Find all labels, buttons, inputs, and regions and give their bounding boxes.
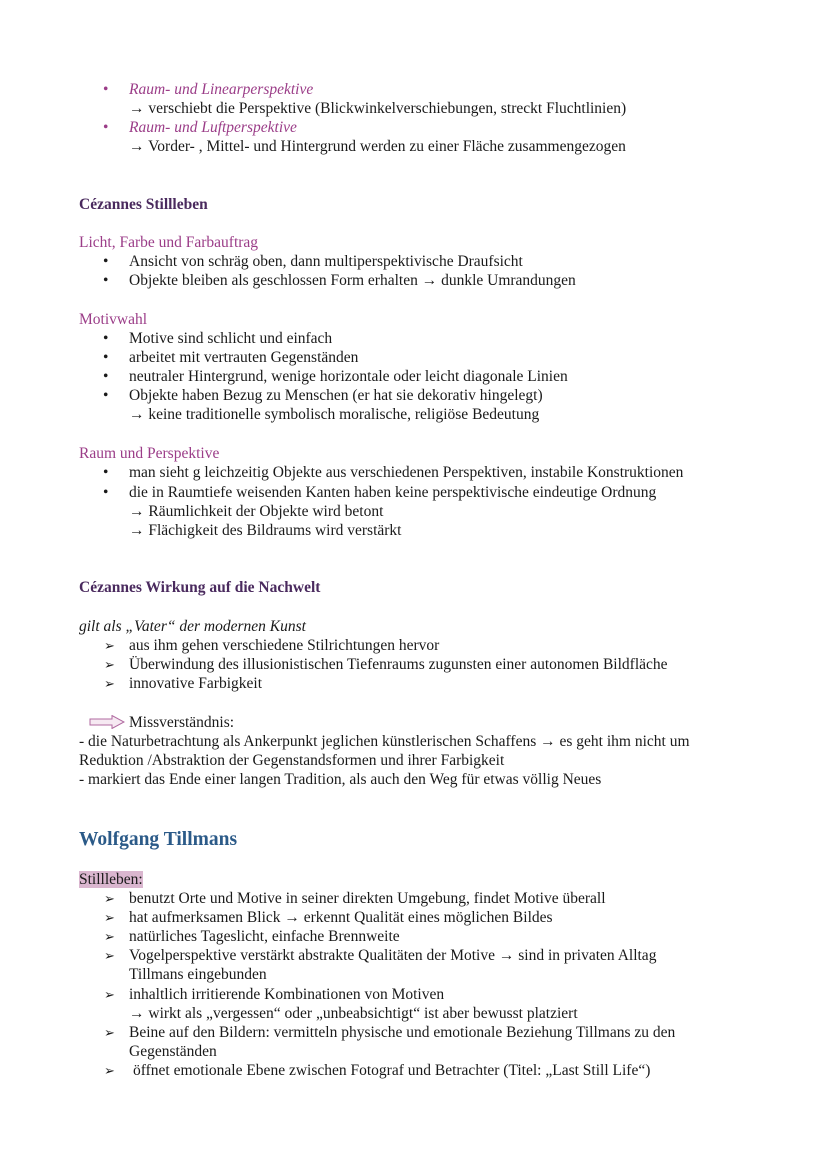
bullet-icon: • <box>103 368 109 385</box>
arrow-bullet-icon: ➢ <box>104 929 115 944</box>
arrow-bullet-icon: ➢ <box>104 676 115 691</box>
list-item: benutzt Orte und Motive in seiner direkten Umgebung, findet Motive überall <box>129 890 606 907</box>
list-item: neutraler Hintergrund, wenige horizontale oder leicht diagonale Linien <box>129 368 568 385</box>
perspective-item-title: Raum- und Linearperspektive <box>129 81 314 98</box>
list-item: arbeitet mit vertrauten Gegenständen <box>129 349 359 366</box>
list-item: die in Raumtiefe weisenden Kanten haben keine perspektivische eindeutige Ordnung <box>129 484 657 501</box>
perspective-item-title: Raum- und Luftperspektive <box>129 119 297 136</box>
bullet-icon: • <box>103 330 109 347</box>
fat-arrow-icon <box>89 715 125 729</box>
list-subitem: → Räumlichkeit der Objekte wird betont <box>129 503 384 520</box>
list-subitem: → wirkt als „vergessen“ oder „unbeabsichtigt“ ist aber bewusst platziert <box>129 1005 578 1022</box>
list-item: Vogelperspektive verstärkt abstrakte Qualitäten der Motive → sind in privaten Alltag <box>129 947 657 964</box>
list-item-continuation: Gegenständen <box>129 1043 217 1060</box>
list-item: öffnet emotionale Ebene zwischen Fotograf und Betrachter (Titel: „Last Still Life“) <box>133 1062 651 1079</box>
arrow-bullet-icon: ➢ <box>104 638 115 653</box>
arrow-bullet-icon: ➢ <box>104 891 115 906</box>
list-item: man sieht g leichzeitig Objekte aus verschiedenen Perspektiven, instabile Konstruktionen <box>129 464 684 481</box>
arrow-bullet-icon: ➢ <box>104 910 115 925</box>
bullet-icon: • <box>103 81 109 98</box>
list-item: inhaltlich irritierende Kombinationen von Motiven <box>129 986 445 1003</box>
list-item: Objekte bleiben als geschlossen Form erhalten → dunkle Umrandungen <box>129 272 576 289</box>
text-line: Reduktion /Abstraktion der Gegenstandsformen und ihrer Farbigkeit <box>79 752 505 769</box>
arrow-bullet-icon: ➢ <box>104 987 115 1002</box>
page-title: Wolfgang Tillmans <box>79 829 238 850</box>
list-subitem: → keine traditionelle symbolisch moralische, religiöse Bedeutung <box>129 406 540 423</box>
intro-line: gilt als „Vater“ der modernen Kunst <box>79 618 306 635</box>
subsection-title: Licht, Farbe und Farbauftrag <box>79 234 259 251</box>
list-subitem: → Flächigkeit des Bildraums wird verstärkt <box>129 522 402 539</box>
arrow-bullet-icon: ➢ <box>104 948 115 963</box>
arrow-bullet-icon: ➢ <box>104 657 115 672</box>
list-item: Beine auf den Bildern: vermitteln physische und emotionale Beziehung Tillmans zu den <box>129 1024 676 1041</box>
text-line: - markiert das Ende einer langen Tradition, als auch den Weg für etwas völlig Neues <box>79 771 602 788</box>
highlighted-label: Stillleben: <box>79 871 143 888</box>
list-item: Objekte haben Bezug zu Menschen (er hat sie dekorativ hingelegt) <box>129 387 543 404</box>
subsection-title: Motivwahl <box>79 311 148 328</box>
list-item: aus ihm gehen verschiedene Stilrichtungen hervor <box>129 637 440 654</box>
list-item-continuation: Tillmans eingebunden <box>129 966 267 983</box>
bullet-icon: • <box>103 272 109 289</box>
section-heading: Cézannes Wirkung auf die Nachwelt <box>79 579 321 596</box>
list-item: Motive sind schlicht und einfach <box>129 330 333 347</box>
list-item: hat aufmerksamen Blick → erkennt Qualität eines möglichen Bildes <box>129 909 553 926</box>
list-item: natürliches Tageslicht, einfache Brennweite <box>129 928 400 945</box>
bullet-icon: • <box>103 253 109 270</box>
list-item: Ansicht von schräg oben, dann multiperspektivische Draufsicht <box>129 253 523 270</box>
perspective-item-detail: → verschiebt die Perspektive (Blickwinkelverschiebungen, streckt Fluchtlinien) <box>129 100 627 117</box>
bullet-icon: • <box>103 387 109 404</box>
subsection-title: Raum und Perspektive <box>79 445 220 462</box>
list-item: innovative Farbigkeit <box>129 675 263 692</box>
sub-heading <box>79 870 143 889</box>
bullet-icon: • <box>103 349 109 366</box>
list-item: Überwindung des illusionistischen Tiefenraums zugunsten einer autonomen Bildfläche <box>129 656 668 673</box>
section-heading: Cézannes Stillleben <box>79 196 208 213</box>
perspective-item-detail: → Vorder- , Mittel- und Hintergrund werden zu einer Fläche zusammengezogen <box>129 138 626 155</box>
misunderstanding-label: Missverständnis: <box>129 714 235 731</box>
arrow-bullet-icon: ➢ <box>104 1063 115 1078</box>
bullet-icon: • <box>103 464 109 481</box>
bullet-icon: • <box>103 484 109 501</box>
arrow-bullet-icon: ➢ <box>104 1025 115 1040</box>
text-line: - die Naturbetrachtung als Ankerpunkt jeglichen künstlerischen Schaffens → es geht ihm nicht um <box>79 733 690 750</box>
bullet-icon: • <box>103 119 109 136</box>
